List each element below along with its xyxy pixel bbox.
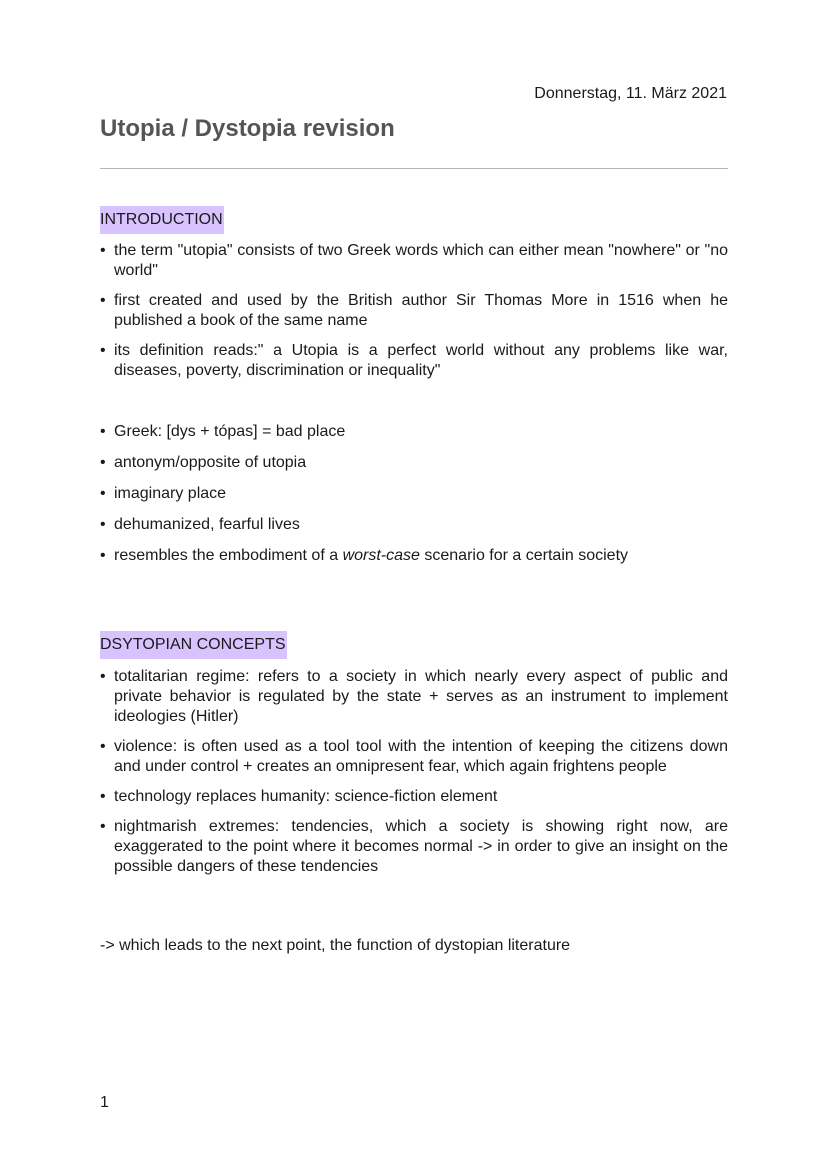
concepts-list: [100, 667, 728, 887]
date-label: Donnerstag, 11. März 2021: [534, 85, 727, 102]
text-segment: resembles the embodiment of a: [114, 547, 343, 564]
list-item: • imaginary place: [100, 484, 728, 504]
list-item: • the term "utopia" consists of two Greek words which can either mean "nowhere" or "no world": [100, 241, 728, 281]
list-item: • technology replaces humanity: science-fiction element: [100, 787, 728, 807]
list-item: • first created and used by the British author Sir Thomas More in 1516 when he published a book of the same name: [100, 291, 728, 331]
list-item: • Greek: [dys + tópas] = bad place: [100, 422, 728, 442]
title-divider: [100, 168, 728, 169]
emphasis-text: worst-case: [342, 547, 420, 564]
dystopia-list: [100, 422, 728, 577]
list-item: • violence: is often used as a tool tool with the intention of keeping the citizens down and under control + creates an omnipresent fear, which again frightens people: [100, 737, 728, 777]
concepts-heading: DSYTOPIAN CONCEPTS: [100, 631, 287, 659]
page-title: Utopia / Dystopia revision: [100, 115, 395, 142]
list-item: • totalitarian regime: refers to a society in which nearly every aspect of public and private behavior is regulated by the state + serves as an instrument to implement ideologies (Hitler): [100, 667, 728, 727]
page-number: 1: [100, 1094, 109, 1111]
utopia-list: [100, 241, 728, 391]
list-item: [100, 546, 728, 566]
list-item: • dehumanized, fearful lives: [100, 515, 728, 535]
introduction-heading: INTRODUCTION: [100, 206, 224, 234]
list-item: • its definition reads:" a Utopia is a perfect world without any problems like war, diseases, poverty, discrimination or inequality": [100, 341, 728, 381]
text-segment: scenario for a certain society: [419, 547, 629, 564]
list-item: • nightmarish extremes: tendencies, which a society is showing right now, are exaggerated to the point where it becomes normal -> in order to give an insight on the possible dangers of these tendencies: [100, 817, 728, 877]
list-item: • antonym/opposite of utopia: [100, 453, 728, 473]
transition-text: -> which leads to the next point, the function of dystopian literature: [100, 937, 571, 954]
